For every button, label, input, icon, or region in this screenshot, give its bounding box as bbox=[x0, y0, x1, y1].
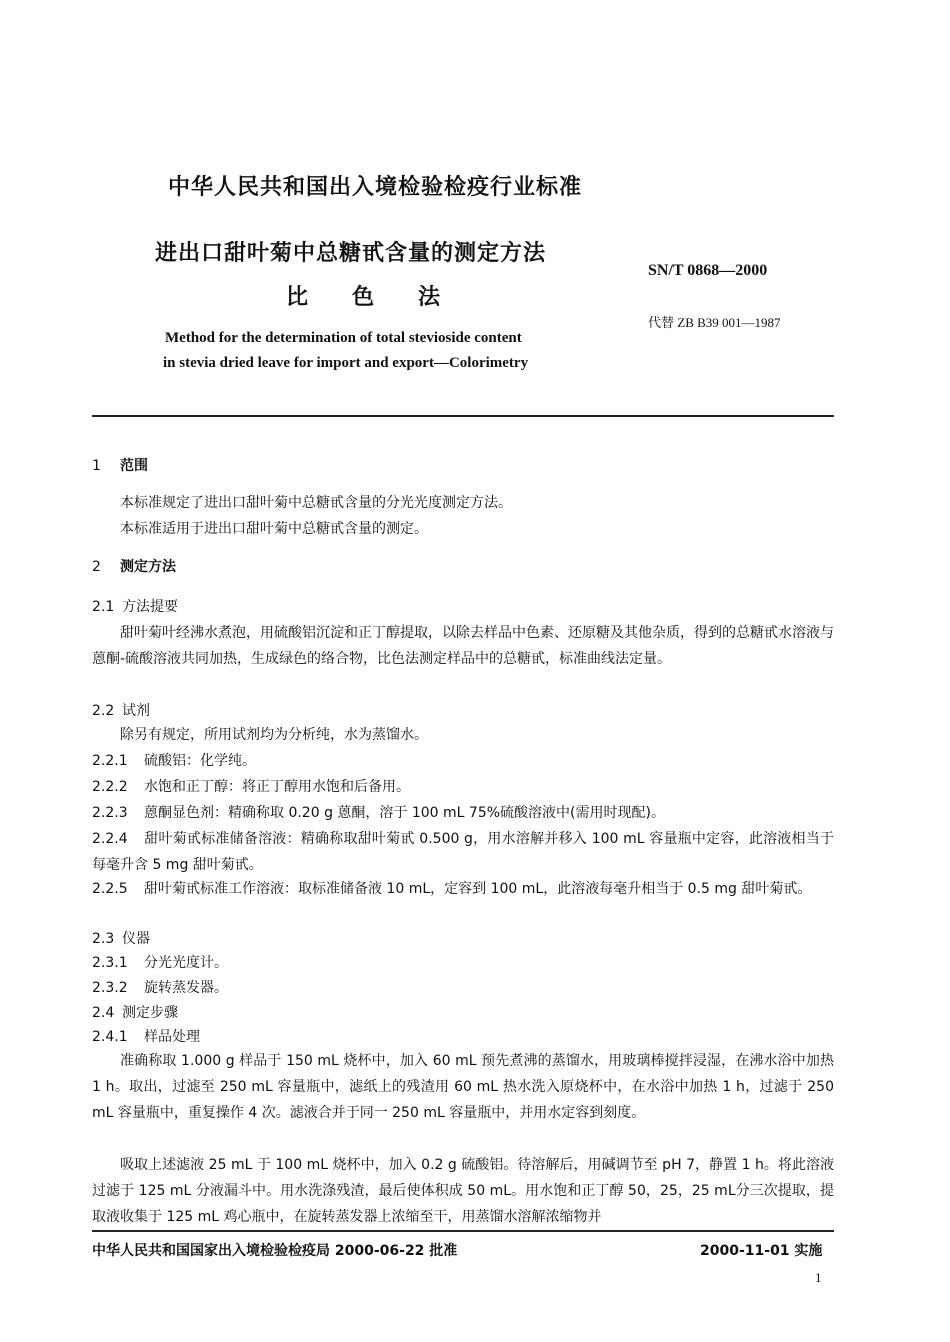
item-2-2-2 bbox=[92, 774, 834, 800]
section-1-para-1: 本标准规定了进出口甜叶菊中总糖甙含量的分光光度测定方法。 bbox=[120, 495, 512, 511]
subsection-title: 方法提要 bbox=[122, 599, 178, 615]
item-number: 2.3.2 bbox=[92, 980, 128, 996]
subsection-number: 2.4 bbox=[92, 1005, 115, 1021]
industry-standard-heading: 中华人民共和国出入境检验检疫行业标准 bbox=[168, 175, 583, 200]
item-2-4-1-para-1: 准确称取 1.000 g 样品于 150 mL 烧杯中，加入 60 mL 预先煮沸的蒸馏水，用玻璃棒搅拌浸湿，在沸水浴中加热 1 h。取出，过滤至 250 mL 容量瓶中，滤纸上的残渣用 60 mL 热水洗入原烧杯中，在水浴中加热 1 h，过滤于 250 mL 容量瓶中，重复操作 4 次。滤液合并于同一 250 mL 容量瓶中，并用水定容到刻度。 bbox=[92, 1053, 834, 1121]
item-2-3-1 bbox=[92, 950, 834, 976]
implementation-date: 2000-11-01 实施 bbox=[700, 1243, 823, 1259]
item-2-4-1-heading bbox=[92, 1024, 834, 1050]
header-divider bbox=[92, 415, 834, 417]
replaces-standard: 代替 ZB B39 001—1987 bbox=[648, 315, 781, 330]
section-title: 测定方法 bbox=[120, 559, 176, 575]
section-number: 1 bbox=[92, 458, 101, 474]
subsection-title: 测定步骤 bbox=[122, 1005, 178, 1021]
subsection-title: 试剂 bbox=[122, 703, 150, 719]
item-text: 甜叶菊甙标准工作溶液：取标准储备液 10 mL，定容到 100 mL，此溶液每毫升相当于 0.5 mg 甜叶菊甙。 bbox=[144, 881, 812, 897]
item-text: 分光光度计。 bbox=[144, 955, 228, 971]
item-title: 样品处理 bbox=[144, 1029, 200, 1045]
approval-statement: 中华人民共和国国家出入境检验检疫局 2000-06-22 批准 bbox=[92, 1243, 458, 1259]
subsection-title: 仪器 bbox=[122, 931, 150, 947]
method-name-cn: 比色法 bbox=[286, 285, 485, 310]
item-2-2-1 bbox=[92, 748, 834, 774]
subsection-number: 2.3 bbox=[92, 931, 115, 947]
subsection-2-3-heading bbox=[92, 926, 834, 952]
item-number: 2.2.1 bbox=[92, 753, 128, 769]
item-text: 旋转蒸发器。 bbox=[144, 980, 228, 996]
subsection-2-2-text: 除另有规定，所用试剂均为分析纯，水为蒸馏水。 bbox=[120, 727, 428, 743]
item-text: 硫酸铝：化学纯。 bbox=[144, 753, 256, 769]
item-number: 2.2.4 bbox=[92, 831, 128, 847]
section-1-heading bbox=[92, 455, 148, 475]
section-number: 2 bbox=[92, 559, 101, 575]
subsection-2-1-heading bbox=[92, 594, 834, 620]
item-text: 水饱和正丁醇：将正丁醇用水饱和后备用。 bbox=[144, 779, 410, 795]
subsection-2-4-heading bbox=[92, 1000, 834, 1026]
item-number: 2.3.1 bbox=[92, 955, 128, 971]
item-text: 甜叶菊甙标准储备溶液：精确称取甜叶菊甙 0.500 g，用水溶解并移入 100 mL 容量瓶中定容，此溶液相当于每毫升含 5 mg 甜叶菊甙。 bbox=[92, 831, 834, 873]
item-2-2-5 bbox=[92, 876, 834, 902]
item-number: 2.2.3 bbox=[92, 805, 128, 821]
standard-code: SN/T 0868—2000 bbox=[648, 262, 768, 279]
item-number: 2.2.2 bbox=[92, 779, 128, 795]
item-number: 2.2.5 bbox=[92, 881, 128, 897]
subsection-number: 2.2 bbox=[92, 703, 115, 719]
section-title: 范围 bbox=[120, 458, 148, 474]
footer-divider bbox=[92, 1230, 834, 1232]
subsection-2-2-heading bbox=[92, 698, 834, 724]
document-title-cn: 进出口甜叶菊中总糖甙含量的测定方法 bbox=[155, 241, 547, 266]
item-2-2-4 bbox=[92, 826, 834, 878]
document-title-en-line1: Method for the determination of total stevioside content bbox=[165, 330, 522, 346]
item-text: 蒽酮显色剂：精确称取 0.20 g 蒽酮，溶于 100 mL 75%硫酸溶液中(需用时现配)。 bbox=[144, 805, 665, 821]
document-title-en-line2: in stevia dried leave for import and export—Colorimetry bbox=[163, 355, 529, 371]
item-2-2-3 bbox=[92, 800, 834, 826]
item-2-3-2 bbox=[92, 975, 834, 1001]
item-2-4-1-para-2: 吸取上述滤液 25 mL 于 100 mL 烧杯中，加入 0.2 g 硫酸铝。待溶解后，用碱调节至 pH 7，静置 1 h。将此溶液过滤于 125 mL 分液漏斗中。用水洗涤残渣，最后使体积成 50 mL。用水饱和正丁醇 50，25，25 mL分三次提取，提取液收集于 125 mL 鸡心瓶中，在旋转蒸发器上浓缩至干，用蒸馏水溶解浓缩物并 bbox=[92, 1157, 834, 1225]
item-number: 2.4.1 bbox=[92, 1029, 128, 1045]
section-2-heading bbox=[92, 556, 176, 576]
subsection-number: 2.1 bbox=[92, 599, 115, 615]
subsection-2-1-text: 甜叶菊叶经沸水煮泡，用硫酸铝沉淀和正丁醇提取，以除去样品中色素、还原糖及其他杂质，得到的总糖甙水溶液与蒽酮-硫酸溶液共同加热，生成绿色的络合物，比色法测定样品中的总糖甙，标准曲线法定量。 bbox=[92, 625, 834, 667]
page-number: 1 bbox=[815, 1270, 822, 1285]
section-1-para-2: 本标准适用于进出口甜叶菊中总糖甙含量的测定。 bbox=[120, 521, 428, 537]
